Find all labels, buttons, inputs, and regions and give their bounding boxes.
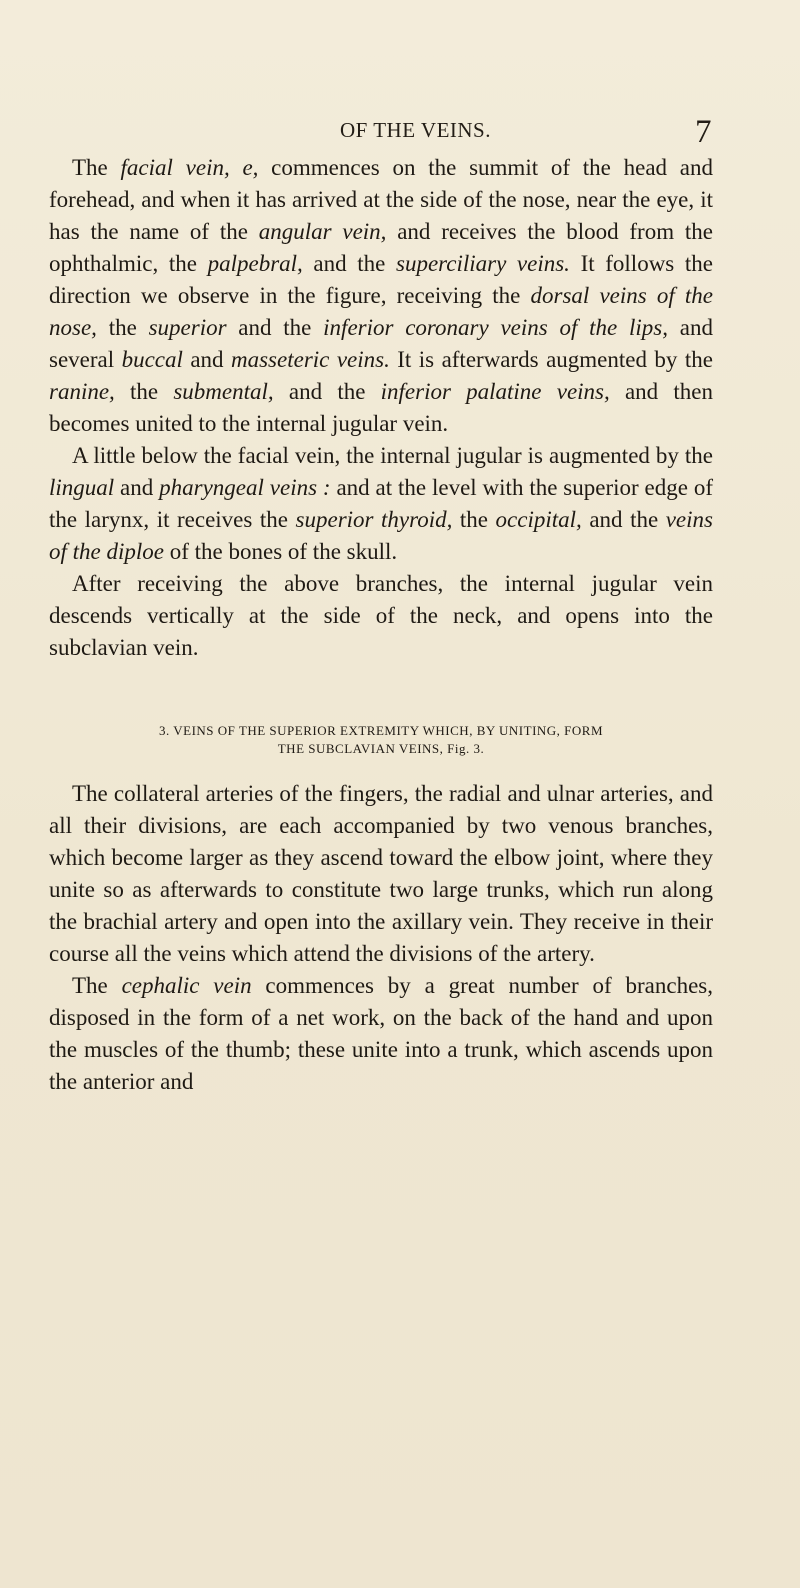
paragraph-facial-vein: The facial vein, e, commences on the summit of the head and forehead, and when it has arrived at the side of the nose, near the eye, it has the name of the angular vein, and receives the blood from the ophthalmic, the palpebral, and the superciliary veins. It follows the direction we observe in the figure, receiving the dorsal veins of the nose, the superior and the inferior coronary veins of the lips, and several buccal and masseteric veins. It is afterwards augmented by the ranine, the submental, and the inferior palatine veins, and then becomes united to the internal jugular vein. <box>49 155 713 436</box>
paragraph-jugular-descends: After receiving the above branches, the internal jugular vein descends vertically at the side of the neck, and opens into the subclavian vein. <box>49 571 713 660</box>
section-heading <box>49 722 713 758</box>
paragraph-cephalic-vein: The cephalic vein commences by a great number of branches, disposed in the form of a net work, on the back of the hand and upon the muscles of the thumb; these unite into a trunk, which ascends upon the anterior and <box>49 973 713 1094</box>
section-heading-line-2: THE SUBCLAVIAN VEINS, Fig. 3. <box>277 741 485 756</box>
paragraph-internal-jugular: A little below the facial vein, the internal jugular is augmented by the lingual and pharyngeal veins : and at the level with the superior edge of the larynx, it receives the superior thyroid, the occipital, and the veins of the diploe of the bones of the skull. <box>49 443 713 564</box>
running-title: OF THE VEINS. <box>340 118 491 142</box>
page-number: 7 <box>695 114 712 150</box>
body-text <box>49 152 713 1098</box>
paragraph-collateral-arteries: The collateral arteries of the fingers, the radial and ulnar arteries, and all their divisions, are each accompanied by two venous branches, which become larger as they ascend toward the elbow joint, where they unite so as afterwards to constitute two large trunks, which run along the brachial artery and open into the axillary vein. They receive in their course all the veins which attend the divisions of the artery. <box>49 781 713 966</box>
section-heading-line-1: 3. VEINS OF THE SUPERIOR EXTREMITY WHICH, BY UNITING, FORM <box>158 723 604 738</box>
running-head <box>0 114 800 150</box>
